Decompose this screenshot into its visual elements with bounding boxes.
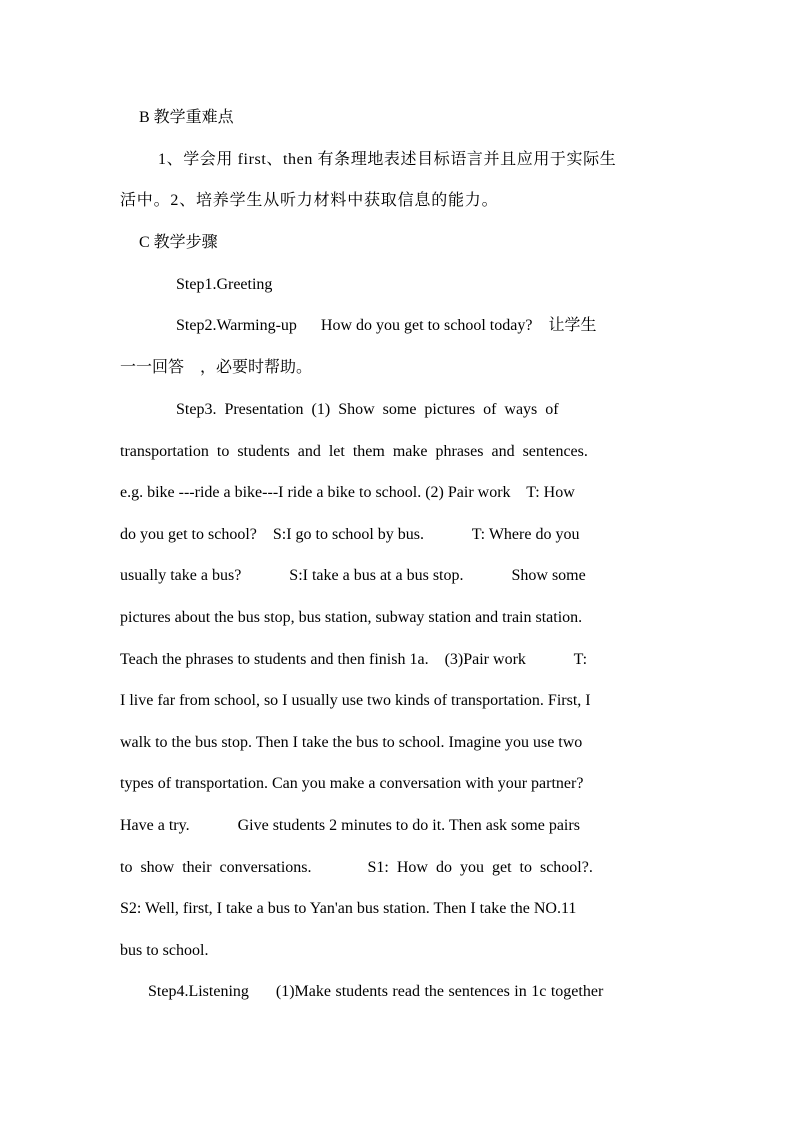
section-b-body-line-1 — [158, 150, 674, 170]
step3-line: walk to the bus stop. Then I take the bus to school. Imagine you use two — [120, 734, 583, 751]
step2-line-2: 一一回答 ，必要时帮助。 — [120, 359, 313, 376]
step3-line: I live far from school, so I usually use two kinds of transportation. First, I — [120, 692, 591, 709]
section-b-body-text-1: 1、学会用 first、then 有条理地表述目标语言并且应用于实际生 — [158, 151, 617, 168]
step3-line: transportation to students and let them make phrases and sentences. — [120, 443, 588, 460]
step2-line-1: Step2.Warming-up How do you get to school today? 让学生 — [176, 317, 597, 334]
step4-line-1: Step4.Listening (1)Make students read the sentences in 1c together — [148, 983, 604, 1000]
section-c-heading: C 教学步骤 — [139, 234, 218, 251]
section-b-body-line-2: 活中。2、培养学生从听力材料中获取信息的能力。 — [120, 192, 499, 209]
step3-line: Teach the phrases to students and then finish 1a. (3)Pair work T: — [120, 651, 588, 668]
step3-line: Step3. Presentation (1) Show some pictures of ways of — [176, 401, 559, 418]
step3-line: bus to school. — [120, 942, 209, 959]
step3-line: Have a try. Give students 2 minutes to do it. Then ask some pairs — [120, 817, 580, 834]
step3-line: pictures about the bus stop, bus station, subway station and train station. — [120, 609, 583, 626]
step3-line: types of transportation. Can you make a conversation with your partner? — [120, 775, 584, 792]
step3-line: usually take a bus? S:I take a bus at a bus stop. Show some — [120, 567, 586, 584]
step3-line: S2: Well, first, I take a bus to Yan'an bus station. Then I take the NO.11 — [120, 900, 577, 917]
step3-line: e.g. bike ---ride a bike---I ride a bike to school. (2) Pair work T: How — [120, 484, 575, 501]
step3-line: do you get to school? S:I go to school by bus. T: Where do you — [120, 526, 580, 543]
step3-line: to show their conversations. S1: How do you get to school?. — [120, 859, 593, 876]
step1-line: Step1.Greeting — [176, 276, 273, 293]
section-b-heading: B 教学重难点 — [139, 109, 234, 126]
